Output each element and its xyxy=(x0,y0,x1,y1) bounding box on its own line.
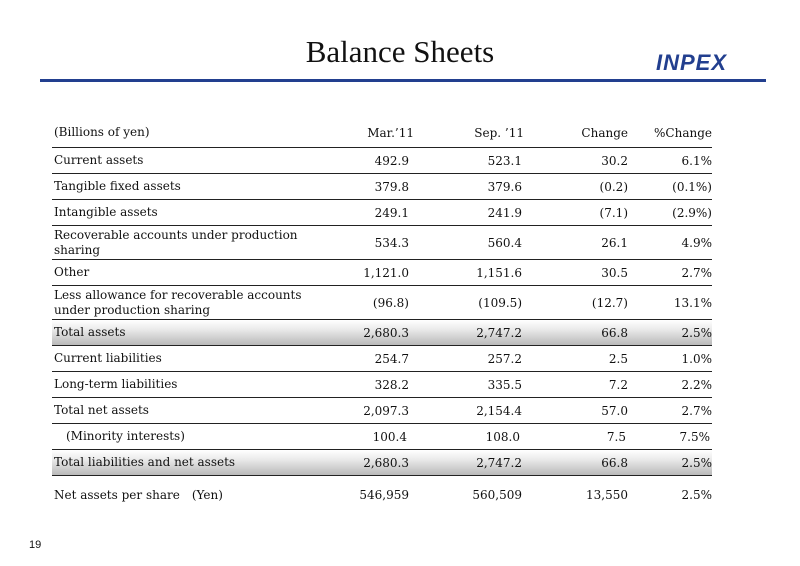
table-row xyxy=(52,226,712,260)
cell-mar11: 2,097.3 xyxy=(363,403,409,418)
table-row xyxy=(52,346,712,372)
cell-mar11: (96.8) xyxy=(372,295,409,310)
row-label: Total liabilities and net assets xyxy=(54,455,236,469)
cell-change: 30.5 xyxy=(601,265,628,280)
cell-mar11: 249.1 xyxy=(374,205,409,220)
cell-change: 7.5 xyxy=(606,429,626,444)
cell-change: 2.5 xyxy=(608,351,628,366)
row-label: Intangible assets xyxy=(54,205,158,219)
page-title: Balance Sheets xyxy=(305,34,495,69)
row-label: (Minority interests) xyxy=(66,429,185,443)
table-row-total-assets xyxy=(52,320,712,346)
cell-pct-change: (2.9%) xyxy=(672,205,712,220)
balance-sheet-table xyxy=(52,118,712,512)
cell-change: 13,550 xyxy=(586,488,628,502)
cell-sep11: 560.4 xyxy=(487,235,522,250)
cell-mar11: 2,680.3 xyxy=(363,455,409,470)
cell-sep11: 523.1 xyxy=(487,153,522,168)
header-mar11: Mar.’11 xyxy=(367,125,414,140)
cell-sep11: 241.9 xyxy=(487,205,522,220)
cell-change: 66.8 xyxy=(601,325,628,340)
cell-mar11: 2,680.3 xyxy=(363,325,409,340)
inpex-logo: INPEX xyxy=(656,50,728,75)
table-row xyxy=(52,260,712,286)
cell-sep11: 108.0 xyxy=(485,429,520,444)
table-row xyxy=(52,200,712,226)
row-label: Tangible fixed assets xyxy=(54,179,181,193)
cell-pct-change: 2.5% xyxy=(681,488,712,502)
header-units: (Billions of yen) xyxy=(54,125,150,139)
table-row xyxy=(52,286,712,320)
header-sep11: Sep. ’11 xyxy=(474,125,524,140)
row-label: Total net assets xyxy=(54,403,149,417)
cell-pct-change: (0.1%) xyxy=(672,179,712,194)
header-pct-change: %Change xyxy=(654,125,712,140)
table-row-total-liabilities xyxy=(52,450,712,476)
cell-sep11: 1,151.6 xyxy=(476,265,522,280)
table-row xyxy=(52,398,712,424)
cell-pct-change: 13.1% xyxy=(673,295,712,310)
cell-change: 30.2 xyxy=(601,153,628,168)
page-number: 19 xyxy=(29,539,42,551)
table-header-row xyxy=(52,118,712,148)
cell-pct-change: 2.7% xyxy=(681,403,712,418)
cell-sep11: 2,747.2 xyxy=(476,455,522,470)
header-change: Change xyxy=(581,125,628,140)
cell-pct-change: 2.5% xyxy=(681,325,712,340)
row-label: Current liabilities xyxy=(54,351,162,365)
cell-change: (7.1) xyxy=(599,205,628,220)
cell-sep11: 560,509 xyxy=(472,488,522,502)
title-divider xyxy=(40,79,766,82)
cell-mar11: 534.3 xyxy=(374,235,409,250)
cell-sep11: 2,747.2 xyxy=(476,325,522,340)
table-row xyxy=(52,372,712,398)
cell-change: 66.8 xyxy=(601,455,628,470)
row-label: Net assets per share (Yen) xyxy=(54,487,223,502)
cell-pct-change: 2.5% xyxy=(681,455,712,470)
cell-pct-change: 7.5% xyxy=(679,429,710,444)
cell-sep11: 335.5 xyxy=(487,377,522,392)
table-row xyxy=(52,148,712,174)
cell-change: 26.1 xyxy=(601,235,628,250)
cell-change: 7.2 xyxy=(608,377,628,392)
row-label: Less allowance for recoverable accounts under production sharing xyxy=(54,287,302,317)
row-label: Long-term liabilities xyxy=(54,377,178,391)
cell-sep11: (109.5) xyxy=(478,295,522,310)
cell-mar11: 100.4 xyxy=(372,429,407,444)
cell-mar11: 254.7 xyxy=(374,351,409,366)
cell-mar11: 379.8 xyxy=(374,179,409,194)
cell-pct-change: 2.7% xyxy=(681,265,712,280)
table-row xyxy=(52,174,712,200)
row-label: Recoverable accounts under production sharing xyxy=(54,227,298,257)
cell-mar11: 1,121.0 xyxy=(363,265,409,280)
cell-pct-change: 1.0% xyxy=(681,351,712,366)
table-row-net-assets-per-share xyxy=(52,478,712,512)
cell-mar11: 328.2 xyxy=(374,377,409,392)
cell-change: 57.0 xyxy=(601,403,628,418)
cell-mar11: 546,959 xyxy=(359,488,409,502)
cell-pct-change: 6.1% xyxy=(681,153,712,168)
cell-sep11: 257.2 xyxy=(487,351,522,366)
row-label: Other xyxy=(54,265,90,279)
cell-pct-change: 4.9% xyxy=(681,235,712,250)
cell-change: (0.2) xyxy=(599,179,628,194)
cell-change: (12.7) xyxy=(591,295,628,310)
cell-mar11: 492.9 xyxy=(374,153,409,168)
cell-sep11: 2,154.4 xyxy=(476,403,522,418)
cell-pct-change: 2.2% xyxy=(681,377,712,392)
table-row xyxy=(52,424,712,450)
cell-sep11: 379.6 xyxy=(487,179,522,194)
row-label: Current assets xyxy=(54,153,144,167)
row-label: Total assets xyxy=(54,325,126,339)
